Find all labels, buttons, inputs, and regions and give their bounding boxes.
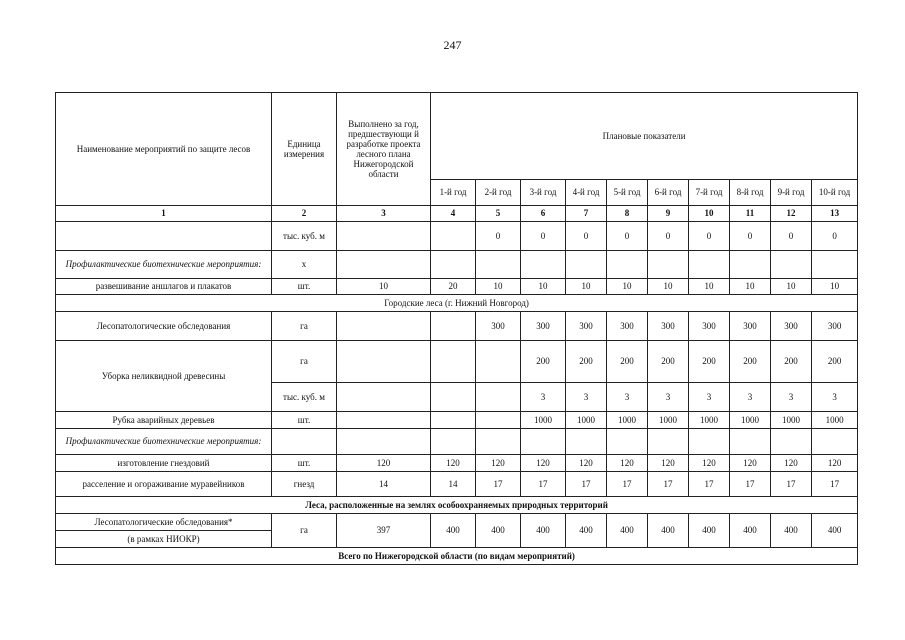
- cell-value: 400: [812, 514, 858, 548]
- cell-value: 300: [812, 312, 858, 341]
- table-row: [56, 222, 858, 251]
- row-unit: шт.: [272, 279, 337, 295]
- cell-value: 400: [476, 514, 521, 548]
- cell-value: 10: [648, 279, 689, 295]
- cell-value: 400: [689, 514, 730, 548]
- cell-value: 1000: [607, 412, 648, 429]
- year-3: 3-й год: [521, 180, 566, 206]
- year-6: 6-й год: [648, 180, 689, 206]
- cell-value: 200: [812, 341, 858, 383]
- row-name: Профилактические биотехнические мероприятия:: [56, 251, 272, 279]
- row-unit: га: [272, 341, 337, 383]
- header-done: Выполнено за год, предшествующи й разработке проекта лесного плана Нижегородской области: [337, 93, 431, 206]
- header-name: Наименование мероприятий по защите лесов: [56, 93, 272, 206]
- row-unit: гнезд: [272, 472, 337, 497]
- col-number: 3: [337, 206, 431, 222]
- row-unit: га: [272, 312, 337, 341]
- col-number: 6: [521, 206, 566, 222]
- cell-value: [476, 383, 521, 412]
- cell-value: 200: [689, 341, 730, 383]
- year-4: 4-й год: [566, 180, 607, 206]
- forest-protection-table: [55, 92, 858, 565]
- cell-value: 1000: [689, 412, 730, 429]
- row-name: Лесопатологические обследования: [56, 312, 272, 341]
- cell-value: 10: [812, 279, 858, 295]
- cell-value: 200: [566, 341, 607, 383]
- table-row: [56, 251, 858, 279]
- cell-value: 3: [730, 383, 771, 412]
- table-row: [56, 312, 858, 341]
- cell-value: 120: [337, 455, 431, 472]
- cell-value: 400: [648, 514, 689, 548]
- col-number: 10: [689, 206, 730, 222]
- cell-value: 17: [607, 472, 648, 497]
- cell-value: 17: [521, 472, 566, 497]
- cell-value: 200: [730, 341, 771, 383]
- row-unit: шт.: [272, 412, 337, 429]
- header-unit: Единица измерения: [272, 93, 337, 206]
- cell-value: 200: [521, 341, 566, 383]
- table-row: [56, 472, 858, 497]
- col-number: 13: [812, 206, 858, 222]
- cell-value: 3: [812, 383, 858, 412]
- cell-value: 10: [607, 279, 648, 295]
- section-title: Всего по Нижегородской области (по видам мероприятий): [56, 548, 858, 565]
- cell-value: 120: [812, 455, 858, 472]
- cell-value: 300: [607, 312, 648, 341]
- cell-value: 0: [689, 222, 730, 251]
- page-number: 247: [443, 38, 462, 52]
- row-name: Уборка неликвидной древесины: [56, 341, 272, 412]
- row-unit: тыс. куб. м: [272, 222, 337, 251]
- cell-value: [431, 222, 476, 251]
- col-number: 7: [566, 206, 607, 222]
- cell-value: 300: [689, 312, 730, 341]
- cell-value: 10: [730, 279, 771, 295]
- cell-value: 10: [476, 279, 521, 295]
- cell-value: 1000: [566, 412, 607, 429]
- cell-value: 400: [730, 514, 771, 548]
- row-name: [56, 222, 272, 251]
- cell-value: 10: [521, 279, 566, 295]
- row-unit: х: [272, 251, 337, 279]
- cell-value: 400: [431, 514, 476, 548]
- cell-value: [431, 383, 476, 412]
- cell-value: 400: [566, 514, 607, 548]
- row-name: Профилактические биотехнические мероприятия:: [56, 429, 272, 455]
- cell-value: 120: [566, 455, 607, 472]
- cell-value: 0: [607, 222, 648, 251]
- cell-value: 400: [771, 514, 812, 548]
- cell-value: [337, 412, 431, 429]
- cell-value: 400: [521, 514, 566, 548]
- col-number: 9: [648, 206, 689, 222]
- cell-value: 0: [648, 222, 689, 251]
- cell-value: 20: [431, 279, 476, 295]
- row-name-note: (в рамках НИОКР): [56, 531, 272, 548]
- cell-value: [337, 341, 431, 383]
- section-row: [56, 497, 858, 514]
- year-1: 1-й год: [431, 180, 476, 206]
- cell-value: [337, 383, 431, 412]
- cell-value: 17: [648, 472, 689, 497]
- section-title: Леса, расположенные на землях особоохраняемых природных территорий: [56, 497, 858, 514]
- cell-value: [476, 341, 521, 383]
- col-number: 8: [607, 206, 648, 222]
- table-row: [56, 341, 858, 383]
- row-unit: га: [272, 514, 337, 548]
- cell-value: 400: [607, 514, 648, 548]
- row-unit: тыс. куб. м: [272, 383, 337, 412]
- cell-value: 17: [730, 472, 771, 497]
- cell-value: 300: [566, 312, 607, 341]
- col-number: 4: [431, 206, 476, 222]
- cell-value: 14: [337, 472, 431, 497]
- row-unit: шт.: [272, 455, 337, 472]
- row-name: развешивание аншлагов и плакатов: [56, 279, 272, 295]
- cell-value: 17: [566, 472, 607, 497]
- row-name: расселение и огораживание муравейников: [56, 472, 272, 497]
- cell-value: 300: [730, 312, 771, 341]
- cell-value: 10: [771, 279, 812, 295]
- cell-value: 3: [648, 383, 689, 412]
- cell-value: 120: [648, 455, 689, 472]
- cell-value: 1000: [812, 412, 858, 429]
- cell-value: [431, 341, 476, 383]
- table-row: [56, 429, 858, 455]
- table-row: [56, 455, 858, 472]
- cell-value: 200: [607, 341, 648, 383]
- year-5: 5-й год: [607, 180, 648, 206]
- cell-value: 3: [521, 383, 566, 412]
- cell-value: 1000: [521, 412, 566, 429]
- section-row: [56, 548, 858, 565]
- cell-value: 300: [648, 312, 689, 341]
- cell-value: 10: [689, 279, 730, 295]
- row-name: Лесопатологические обследования*: [56, 514, 272, 531]
- cell-value: 120: [730, 455, 771, 472]
- cell-value: 120: [521, 455, 566, 472]
- cell-value: [431, 312, 476, 341]
- cell-value: [476, 412, 521, 429]
- cell-value: 17: [476, 472, 521, 497]
- year-10: 10-й год: [812, 180, 858, 206]
- cell-value: 120: [431, 455, 476, 472]
- cell-value: 120: [476, 455, 521, 472]
- cell-value: 200: [771, 341, 812, 383]
- cell-value: 1000: [730, 412, 771, 429]
- cell-value: 0: [730, 222, 771, 251]
- year-7: 7-й год: [689, 180, 730, 206]
- cell-value: [431, 412, 476, 429]
- cell-value: 300: [521, 312, 566, 341]
- cell-value: 0: [521, 222, 566, 251]
- cell-value: 1000: [648, 412, 689, 429]
- col-number: 2: [272, 206, 337, 222]
- cell-value: 120: [689, 455, 730, 472]
- table-row: [56, 279, 858, 295]
- cell-value: 200: [648, 341, 689, 383]
- cell-value: 0: [566, 222, 607, 251]
- row-name: изготовление гнездовий: [56, 455, 272, 472]
- cell-value: 300: [476, 312, 521, 341]
- cell-value: 17: [812, 472, 858, 497]
- year-2: 2-й год: [476, 180, 521, 206]
- col-number: 1: [56, 206, 272, 222]
- cell-value: 120: [771, 455, 812, 472]
- row-name: Рубка аварийных деревьев: [56, 412, 272, 429]
- section-row: [56, 295, 858, 312]
- cell-value: 17: [689, 472, 730, 497]
- cell-value: 3: [566, 383, 607, 412]
- cell-value: 10: [566, 279, 607, 295]
- table-row: [56, 412, 858, 429]
- cell-value: 120: [607, 455, 648, 472]
- cell-value: 14: [431, 472, 476, 497]
- col-number: 5: [476, 206, 521, 222]
- header-planned: Плановые показатели: [431, 93, 858, 180]
- year-9: 9-й год: [771, 180, 812, 206]
- cell-value: 17: [771, 472, 812, 497]
- year-8: 8-й год: [730, 180, 771, 206]
- col-number: 11: [730, 206, 771, 222]
- cell-value: 0: [812, 222, 858, 251]
- cell-value: 3: [771, 383, 812, 412]
- cell-value: 1000: [771, 412, 812, 429]
- cell-value: 10: [337, 279, 431, 295]
- cell-value: 300: [771, 312, 812, 341]
- column-number-row: [56, 206, 858, 222]
- header-row-top: [56, 93, 858, 180]
- cell-value: [337, 222, 431, 251]
- section-title: Городские леса (г. Нижний Новгород): [56, 295, 858, 312]
- cell-value: [337, 312, 431, 341]
- table-row: [56, 514, 858, 531]
- cell-value: 0: [476, 222, 521, 251]
- cell-value: 0: [771, 222, 812, 251]
- cell-value: 3: [607, 383, 648, 412]
- cell-value: 397: [337, 514, 431, 548]
- cell-value: 3: [689, 383, 730, 412]
- col-number: 12: [771, 206, 812, 222]
